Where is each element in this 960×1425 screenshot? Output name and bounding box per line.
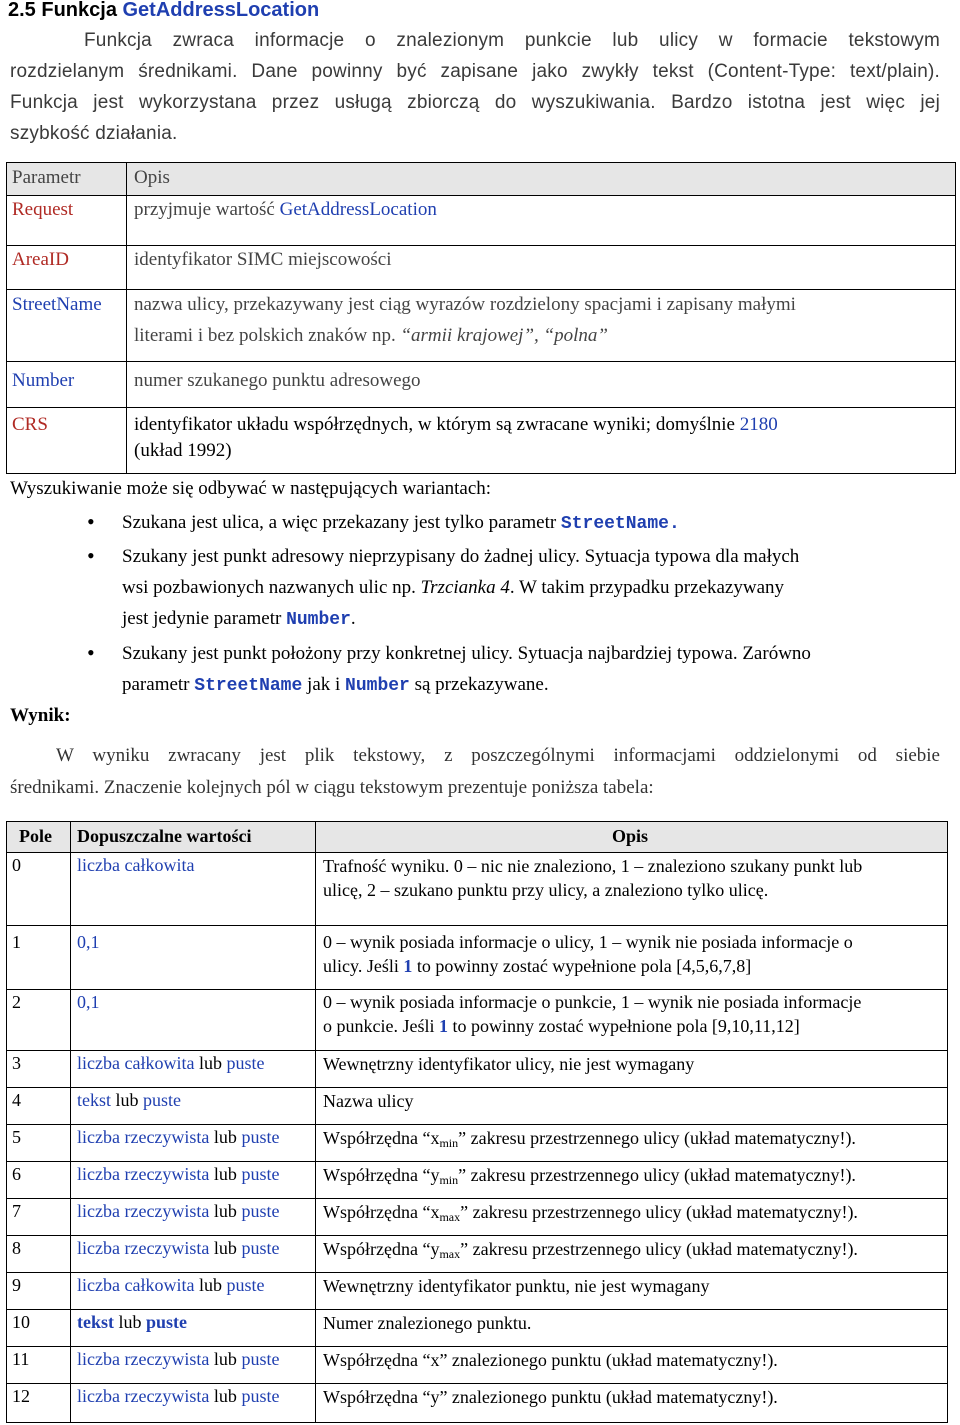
param-areaid-desc: identyfikator SIMC miejscowości (134, 249, 392, 270)
field-desc: Wewnętrzny identyfikator ulicy, nie jest wymagany (323, 1054, 695, 1074)
field-number: 9 (12, 1275, 21, 1295)
field-number: 11 (12, 1349, 30, 1369)
field-values: liczba rzeczywista lub puste (77, 1164, 280, 1184)
parameter-table (6, 162, 956, 474)
field-values: liczba rzeczywista lub puste (77, 1127, 280, 1147)
param-number: Number (12, 370, 75, 391)
field-values: liczba całkowita (77, 855, 195, 875)
param-streetname: StreetName (12, 294, 102, 315)
field-values: 0,1 (77, 992, 100, 1012)
param-streetname-example: “armii krajowej”, “polna” (400, 325, 608, 346)
field-number: 1 (12, 932, 21, 952)
bullet-icon: • (87, 543, 95, 568)
field-values: liczba rzeczywista lub puste (77, 1386, 280, 1406)
search-variant-3-line-1: Szukany jest punkt położony przy konkretnej ulicy. Sytuacja najbardziej typowa. Zarówno (122, 643, 811, 664)
search-variant-2-line-2: wsi pozbawionych nazwanych ulic np. Trzcianka 4. W takim przypadku przekazywany (122, 577, 785, 598)
section-heading-function-name: GetAddressLocation (122, 0, 320, 21)
code-number: Number (286, 610, 351, 630)
field-number: 2 (12, 992, 21, 1012)
intro-line-1: Funkcja zwraca informacje o znalezionym punkcie lub ulicy w formacie tekstowym (84, 30, 940, 51)
field-desc: Współrzędna “y” znalezionego punktu (układ matematyczny!). (323, 1387, 778, 1407)
field-desc: Wewnętrzny identyfikator punktu, nie jest wymagany (323, 1276, 710, 1296)
field-values: liczba całkowita lub puste (77, 1053, 265, 1073)
param-request: Request (12, 199, 74, 220)
intro-line-2: rozdzielanym średnikami. Dane powinny być zapisane jako zwykły tekst (Content-Type: text/plain). (10, 61, 940, 82)
header-parametr: Parametr (12, 167, 81, 188)
field-number: 10 (12, 1312, 30, 1332)
bullet-icon: • (87, 509, 95, 534)
field-desc: 0 – wynik posiada informacje o punkcie, 1 – wynik nie posiada informacje o punkcie. Jeśli 1 to powinny zostać wypełnione pola [9,10,11,12] (323, 992, 862, 1036)
fields-table (6, 821, 948, 1423)
param-areaid: AreaID (12, 249, 69, 270)
header-opis: Opis (134, 167, 170, 188)
header-values: Dopuszczalne wartości (77, 826, 252, 846)
param-request-value: GetAddressLocation (279, 199, 437, 220)
field-desc: Współrzędna “$x_{max}$” zakresu przestrzennego ulicy (układ matematyczny!). (323, 1202, 858, 1224)
param-crs-desc-2: (układ 1992) (134, 440, 232, 461)
field-number: 12 (12, 1386, 30, 1406)
field-values: 0,1 (77, 932, 100, 952)
field-desc: Współrzędna “$y_{min}$” zakresu przestrzennego ulicy (układ matematyczny!). (323, 1165, 856, 1187)
field-number: 6 (12, 1164, 21, 1184)
param-crs-desc-1: identyfikator układu współrzędnych, w którym są zwracane wyniki; domyślnie 2180 (134, 414, 778, 435)
field-desc: 0 – wynik posiada informacje o ulicy, 1 – wynik nie posiada informacje o ulicy. Jeśli 1 to powinny zostać wypełnione pola [4,5,6,7,8] (323, 932, 853, 976)
field-number: 4 (12, 1090, 21, 1110)
section-heading-number: 2.5 Funkcja (8, 0, 123, 21)
section-heading (8, 0, 319, 22)
field-number: 8 (12, 1238, 21, 1258)
param-crs-default: 2180 (739, 414, 778, 435)
field-desc: Numer znalezionego punktu. (323, 1313, 532, 1333)
field-desc: Trafność wyniku. 0 – nic nie znaleziono, 1 – znaleziono szukany punkt lub ulicę, 2 – szukano punktu przy ulicy, a znaleziono tylko ulicę. (323, 856, 863, 900)
param-request-desc: przyjmuje wartość GetAddressLocation (134, 199, 437, 220)
example-trzcianka: Trzcianka 4 (420, 577, 510, 598)
field-values: tekst lub puste (77, 1090, 182, 1110)
search-lead: Wyszukiwanie może się odbywać w następujących wariantach: (10, 478, 492, 499)
field-values: tekst lub puste (77, 1312, 188, 1332)
code-number: Number (345, 676, 410, 696)
field-number: 3 (12, 1053, 21, 1073)
result-label: Wynik: (10, 705, 71, 726)
header-desc: Opis (612, 826, 649, 846)
param-number-desc: numer szukanego punktu adresowego (134, 370, 421, 391)
field-number: 7 (12, 1201, 21, 1221)
field-desc: Współrzędna “$y_{max}$” zakresu przestrzennego ulicy (układ matematyczny!). (323, 1239, 858, 1261)
field-values: liczba rzeczywista lub puste (77, 1349, 280, 1369)
search-variant-2-line-3: jest jedynie parametr Number. (122, 608, 356, 630)
code-streetname: StreetName (194, 676, 303, 696)
result-line-2: średnikami. Znaczenie kolejnych pól w ciągu tekstowym prezentuje poniższa tabela: (10, 777, 654, 798)
code-streetname: StreetName. (560, 514, 680, 534)
field-desc: Współrzędna “x” znalezionego punktu (układ matematyczny!). (323, 1350, 778, 1370)
field-values: liczba całkowita lub puste (77, 1275, 265, 1295)
result-line-1: W wyniku zwracany jest plik tekstowy, z poszczególnymi informacjami oddzielonymi od siebie (56, 745, 940, 766)
field-desc: Nazwa ulicy (323, 1091, 414, 1111)
search-variant-2-line-1: Szukany jest punkt adresowy nieprzypisany do żadnej ulicy. Sytuacja typowa dla małych (122, 546, 800, 567)
field-number: 5 (12, 1127, 21, 1147)
param-crs: CRS (12, 414, 48, 435)
field-values: liczba rzeczywista lub puste (77, 1201, 280, 1221)
search-variant-1: Szukana jest ulica, a więc przekazany jest tylko parametr StreetName. (122, 512, 680, 534)
search-variant-3-line-2: parametr StreetName jak i Number są przekazywane. (122, 674, 549, 696)
param-streetname-desc-2: literami i bez polskich znaków np. “armii krajowej”, “polna” (134, 325, 608, 346)
param-streetname-desc-1: nazwa ulicy, przekazywany jest ciąg wyrazów rozdzielony spacjami i zapisany małymi (134, 294, 796, 315)
field-desc: Współrzędna “$x_{min}$” zakresu przestrzennego ulicy (układ matematyczny!). (323, 1128, 856, 1150)
field-values: liczba rzeczywista lub puste (77, 1238, 280, 1258)
intro-line-4: szybkość działania. (10, 123, 178, 144)
intro-line-3: Funkcja jest wykorzystana przez usługą zbiorczą do wyszukiwania. Bardzo istotna jest więc jej (10, 92, 940, 113)
bullet-icon: • (87, 640, 95, 665)
field-number: 0 (12, 855, 21, 875)
header-pole: Pole (19, 826, 52, 846)
